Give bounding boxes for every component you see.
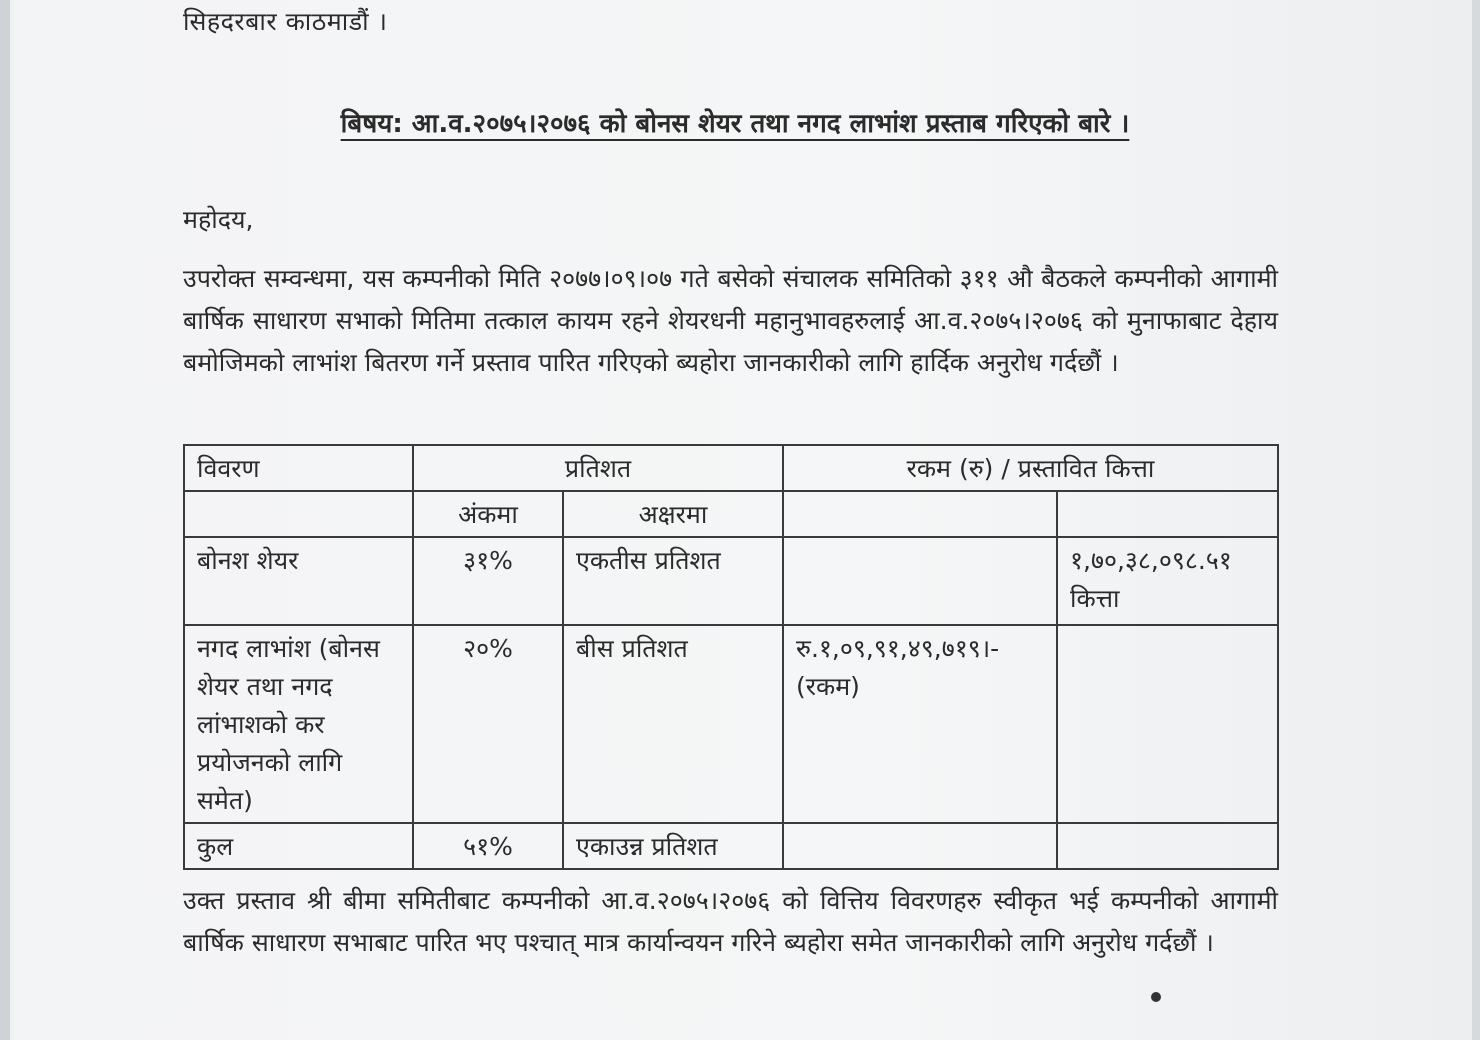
subheader-empty: [1057, 491, 1278, 537]
subject-text: बिषय: आ.व.२०७५।२०७६ को बोनस शेयर तथा नगद लाभांश प्रस्ताब गरिएको बारे ।: [340, 109, 1130, 139]
row-label: कुल: [184, 823, 413, 869]
row-percent-words: एकाउन्न प्रतिशत: [563, 823, 783, 869]
row-label: नगद लाभांश (बोनस शेयर तथा नगद लांभाशको कर प्रयोजनको लागि समेत): [184, 625, 413, 823]
page-right-edge: [1472, 0, 1480, 1040]
row-kitta: [1057, 625, 1278, 823]
letter-subject: [0, 104, 1470, 140]
table-row-total: [184, 823, 1278, 869]
subheader-in-words: अक्षरमा: [563, 491, 783, 537]
row-percent-figure: ५१%: [413, 823, 563, 869]
salutation: महोदय,: [183, 205, 254, 234]
row-kitta: [1057, 823, 1278, 869]
table-subheader-row: [184, 491, 1278, 537]
subheader-empty: [783, 491, 1057, 537]
table-header-row: [184, 445, 1278, 491]
recipient-address: सिहदरबार काठमाडौं ।: [183, 7, 388, 36]
subheader-empty: [184, 491, 413, 537]
page-left-edge: [0, 0, 10, 1040]
table-row: [184, 537, 1278, 625]
row-amount: रु.१,०९,९१,४९,७१९।- (रकम): [783, 625, 1057, 823]
row-kitta: १,७०,३८,०९८.५१ कित्ता: [1057, 537, 1278, 625]
row-percent-words: एकतीस प्रतिशत: [563, 537, 783, 625]
header-amount-kitta: रकम (रु) / प्रस्तावित कित्ता: [783, 445, 1278, 491]
row-amount: [783, 537, 1057, 625]
subheader-in-figures: अंकमा: [413, 491, 563, 537]
row-amount: [783, 823, 1057, 869]
header-percent: प्रतिशत: [413, 445, 783, 491]
table-row: [184, 625, 1278, 823]
body-paragraph-1: उपरोक्त सम्वन्धमा, यस कम्पनीको मिति २०७७।०९।०७ गते बसेको संचालक समितिको ३११ औ बैठकले कम्पनीको आगामी बार्षिक साधारण सभाको मितिमा तत्काल कायम रहने शेयरधनी महानुभावहरुलाई आ.व.२०७५।२०७६ को मुनाफाबाट देहाय बमोजिमको लाभांश बितरण गर्ने प्रस्ताव पारित गरिएको ब्यहोरा जानकारीको लागि हार्दिक अनुरोध गर्दछौं ।: [183, 264, 1278, 377]
row-percent-words: बीस प्रतिशत: [563, 625, 783, 823]
row-percent-figure: २०%: [413, 625, 563, 823]
body-paragraph-2: उक्त प्रस्ताव श्री बीमा समितीबाट कम्पनीको आ.व.२०७५।२०७६ को वित्तिय विवरणहरु स्वीकृत भई कम्पनीको आगामी बार्षिक साधारण सभाबाट पारित भए पश्चात् मात्र कार्यान्वयन गरिने ब्यहोरा समेत जानकारीको लागि अनुरोध गर्दछौं ।: [183, 886, 1278, 957]
dividend-table: [183, 444, 1279, 870]
row-label: बोनश शेयर: [184, 537, 413, 625]
ink-dot-mark: [1151, 992, 1161, 1002]
header-description: विवरण: [184, 445, 413, 491]
row-percent-figure: ३१%: [413, 537, 563, 625]
